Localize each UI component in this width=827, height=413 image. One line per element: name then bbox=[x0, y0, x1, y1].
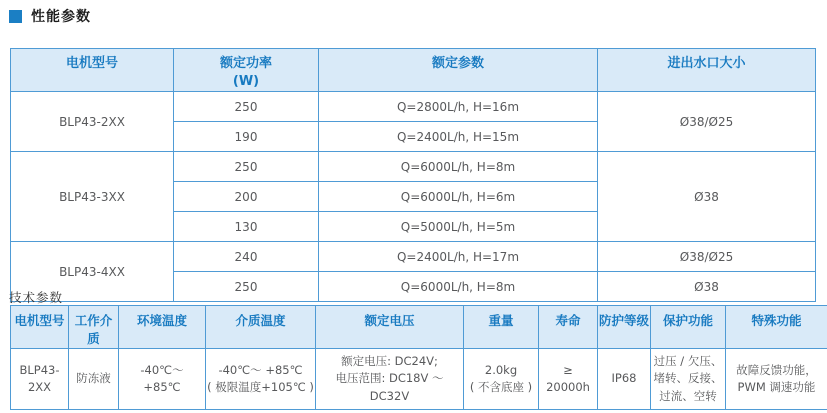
perf-params-cell: Q=2400L/h, H=15m bbox=[319, 122, 598, 152]
tech-medium-cell: 防冻液 bbox=[69, 349, 119, 410]
tech-section-title: 技术参数 bbox=[9, 290, 64, 305]
tech-header-row bbox=[11, 306, 827, 349]
table-row bbox=[11, 349, 827, 410]
tech-voltage-cell: 额定电压: DC24V; 电压范围: DC18V ～ DC32V bbox=[316, 349, 464, 410]
tech-header-protection-rating: 防护等级 bbox=[598, 306, 651, 349]
tech-header-special-functions: 特殊功能 bbox=[726, 306, 827, 349]
perf-power-cell: 240 bbox=[174, 242, 319, 272]
tech-header-weight: 重量 bbox=[464, 306, 539, 349]
tech-ambient-temp-cell: -40℃～ +85℃ bbox=[119, 349, 206, 410]
table-row bbox=[11, 152, 816, 182]
perf-model-cell: BLP43-4XX bbox=[11, 242, 174, 302]
section-bullet-icon bbox=[9, 10, 22, 23]
perf-power-cell: 190 bbox=[174, 122, 319, 152]
perf-params-cell: Q=6000L/h, H=8m bbox=[319, 152, 598, 182]
perf-params-cell: Q=5000L/h, H=5m bbox=[319, 212, 598, 242]
perf-header-power bbox=[174, 49, 319, 92]
tech-weight-cell: 2.0kg ( 不含底座 ) bbox=[464, 349, 539, 410]
perf-model-cell: BLP43-3XX bbox=[11, 152, 174, 242]
perf-power-cell: 250 bbox=[174, 272, 319, 302]
perf-power-cell: 250 bbox=[174, 92, 319, 122]
tech-protection-functions-cell: 过压 / 欠压、 堵转、反接、 过流、空转 bbox=[651, 349, 726, 410]
perf-outlet-cell: Ø38/Ø25 bbox=[598, 242, 816, 272]
performance-section-header bbox=[9, 6, 91, 26]
tech-protection-rating-cell: IP68 bbox=[598, 349, 651, 410]
technical-table bbox=[10, 305, 827, 410]
perf-outlet-cell: Ø38 bbox=[598, 152, 816, 242]
perf-header-model: 电机型号 bbox=[11, 49, 174, 92]
tech-header-ambient-temp: 环境温度 bbox=[119, 306, 206, 349]
tech-lifespan-cell: ≥ 20000h bbox=[539, 349, 598, 410]
tech-header-medium: 工作介质 bbox=[69, 306, 119, 349]
perf-params-cell: Q=2800L/h, H=16m bbox=[319, 92, 598, 122]
tech-header-model: 电机型号 bbox=[11, 306, 69, 349]
performance-table bbox=[10, 48, 816, 302]
perf-power-cell: 200 bbox=[174, 182, 319, 212]
perf-power-cell: 130 bbox=[174, 212, 319, 242]
perf-model-cell: BLP43-2XX bbox=[11, 92, 174, 152]
tech-header-protection-functions: 保护功能 bbox=[651, 306, 726, 349]
perf-power-cell: 250 bbox=[174, 152, 319, 182]
perf-header-params: 额定参数 bbox=[319, 49, 598, 92]
perf-params-cell: Q=6000L/h, H=8m bbox=[319, 272, 598, 302]
perf-header-outlet: 进出水口大小 bbox=[598, 49, 816, 92]
tech-header-medium-temp: 介质温度 bbox=[206, 306, 316, 349]
perf-params-cell: Q=2400L/h, H=17m bbox=[319, 242, 598, 272]
perf-params-cell: Q=6000L/h, H=6m bbox=[319, 182, 598, 212]
perf-header-power-unit: (W) bbox=[232, 73, 260, 89]
tech-model-cell: BLP43-2XX bbox=[11, 349, 69, 410]
tech-medium-temp-cell: -40℃～ +85℃ ( 极限温度+105℃ ) bbox=[206, 349, 316, 410]
perf-outlet-cell: Ø38 bbox=[598, 272, 816, 302]
performance-section-title: 性能参数 bbox=[31, 9, 91, 25]
table-row bbox=[11, 92, 816, 122]
tech-header-voltage: 额定电压 bbox=[316, 306, 464, 349]
table-row bbox=[11, 242, 816, 272]
perf-header-row bbox=[11, 49, 816, 92]
tech-header-lifespan: 寿命 bbox=[539, 306, 598, 349]
tech-special-functions-cell: 故障反馈功能， PWM 调速功能 bbox=[726, 349, 827, 410]
perf-outlet-cell: Ø38/Ø25 bbox=[598, 92, 816, 152]
perf-header-power-label: 额定功率 bbox=[219, 56, 272, 71]
